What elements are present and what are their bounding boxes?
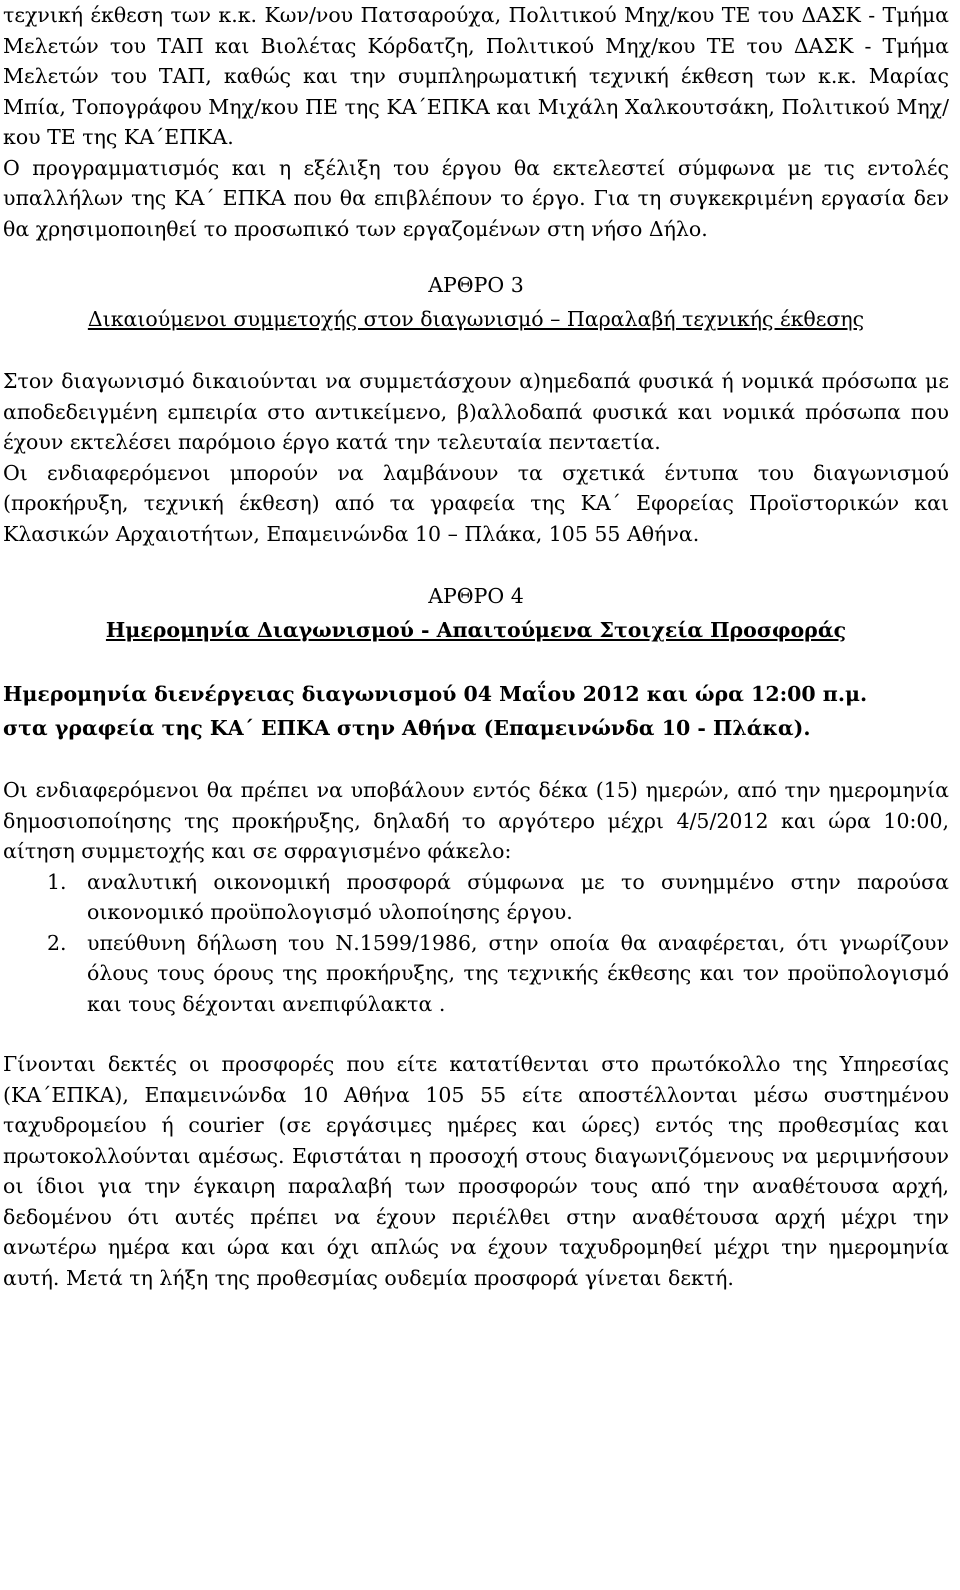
list-item-number: 1. <box>47 869 67 894</box>
paragraph-scheduling: Ο προγραμματισμός και η εξέλιξη του έργου θα εκτελεστεί σύμφωνα με τις εντολές υπαλλήλων της ΚΑ΄ ΕΠΚΑ που θα επιβλέπουν το έργο. Για τη συγκεκριμένη εργασία δεν θα χρησιμοποιηθεί το προσωπικό των εργαζομένων στη νήσο Δήλο. <box>3 155 949 241</box>
paragraph-eligibility: Στον διαγωνισμό δικαιούνται να συμμετάσχουν α)ημεδαπά φυσικά ή νομικά πρόσωπα με αποδεδειγμένη εμπειρία στο αντικείμενο, β)αλλοδαπά φυσικά και νομικά πρόσωπα που έχουν εκτελέσει παρόμοιο έργο κατά την τελευταία πενταετία. <box>3 369 949 454</box>
tender-location-line: στα γραφεία της ΚΑ΄ ΕΠΚΑ στην Αθήνα (Επαμεινώνδα 10 - Πλάκα). <box>3 716 811 740</box>
paragraph-submission: Οι ενδιαφερόμενοι θα πρέπει να υποβάλουν εντός δέκα (15) ημερών, από την ημερομηνία δημοσιοποίησης της προκήρυξης, δηλαδή το αργότερο μέχρι 4/5/2012 και ώρα 10:00, αίτηση συμμετοχής και σε σφραγισμένο φάκελο: <box>3 778 949 863</box>
list-item <box>3 928 949 1020</box>
article-3-title: ΑΡΘΡΟ 3 <box>428 273 524 297</box>
paragraph-acceptance: Γίνονται δεκτές οι προσφορές που είτε κατατίθενται στο πρωτόκολλο της Υπηρεσίας (ΚΑ΄ΕΠΚΑ), Επαμεινώνδα 10 Αθήνα 105 55 είτε αποστέλλονται μέσω συστημένου ταχυδρομείου ή courier (σε εργάσιμες ημέρες και ώρες) εντός της προθεσμίας και πρωτοκολλούνται αμέσως. Εφιστάται η προσοχή στους διαγωνιζόμενους να μεριμνήσουν οι ίδιοι για την έγκαιρη παραλαβή των προσφορών τους από την αναθέτουσα αρχή, δεδομένου ότι αυτές πρέπει να έχουν περιέλθει στην αναθέτουσα αρχή μέχρι την ανωτέρω ημέρα και ώρα και όχι απλώς να έχουν ταχυδρομηθεί μέχρι την ημερομηνία αυτή. Μετά τη λήξη της προθεσμίας ουδεμία προσφορά γίνεται δεκτή. <box>3 1052 949 1290</box>
spacer <box>3 244 949 268</box>
list-item-text: υπεύθυνη δήλωση του Ν.1599/1986, στην οποία θα αναφέρεται, ότι γνωρίζουν όλους τους όρους της προκήρυξης, της τεχνικής έκθεσης και τον προϋπολογισμό και τους δέχονται ανεπιφύλακτα . <box>87 930 949 1016</box>
list-item-text: αναλυτική οικονομική προσφορά σύμφωνα με το συνημμένο στην παρούσα οικονομικό προϋπολογισμό υλοποίησης έργου. <box>87 869 949 924</box>
paragraph-documents: Οι ενδιαφερόμενοι μπορούν να λαμβάνουν τα σχετικά έντυπα του διαγωνισμού (προκήρυξη, τεχνική έκθεση) από τα γραφεία της ΚΑ΄ Εφορείας Προϊστορικών και Κλασικών Αρχαιοτήτων, Επαμεινώνδα 10 – Πλάκα, 105 55 Αθήνα. <box>3 460 949 546</box>
requirements-list <box>3 867 949 1020</box>
paragraph-technical-report: τεχνική έκθεση των κ.κ. Κων/νου Πατσαρούχα, Πολιτικού Μηχ/κου ΤΕ του ΔΑΣΚ - Τμήμα Μελετών του ΤΑΠ και Βιολέτας Κόρδατζη, Πολιτικού Μηχ/κου ΤΕ του ΔΑΣΚ - Τμήμα Μελετών του ΤΑΠ, καθώς και την συμπληρωματική τεχνική έκθεση των κ.κ. Μαρίας Μπία, Τοπογράφου Μηχ/κου ΠΕ της ΚΑ΄ΕΠΚΑ και Μιχάλη Χαλκουτσάκη, Πολιτικού Μηχ/κου ΤΕ της ΚΑ΄ΕΠΚΑ. <box>3 3 949 149</box>
article-4-subtitle: Ημερομηνία Διαγωνισμού - Απαιτούμενα Στοιχεία Προσφοράς <box>105 618 847 642</box>
document-page <box>3 0 949 1293</box>
tender-date-line: Ημερομηνία διενέργειας διαγωνισμού 04 Μαΐου 2012 και ώρα 12:00 π.μ. <box>3 682 868 706</box>
spacer <box>3 549 949 579</box>
article-3-subtitle: Δικαιούμενοι συμμετοχής στον διαγωνισμό – Παραλαβή τεχνικής έκθεσης <box>87 307 865 331</box>
article-4-title: ΑΡΘΡΟ 4 <box>428 584 524 608</box>
list-item <box>3 867 949 928</box>
spacer <box>3 1019 949 1049</box>
spacer <box>3 745 949 775</box>
list-item-number: 2. <box>47 930 67 955</box>
spacer <box>3 336 949 366</box>
spacer <box>3 647 949 677</box>
